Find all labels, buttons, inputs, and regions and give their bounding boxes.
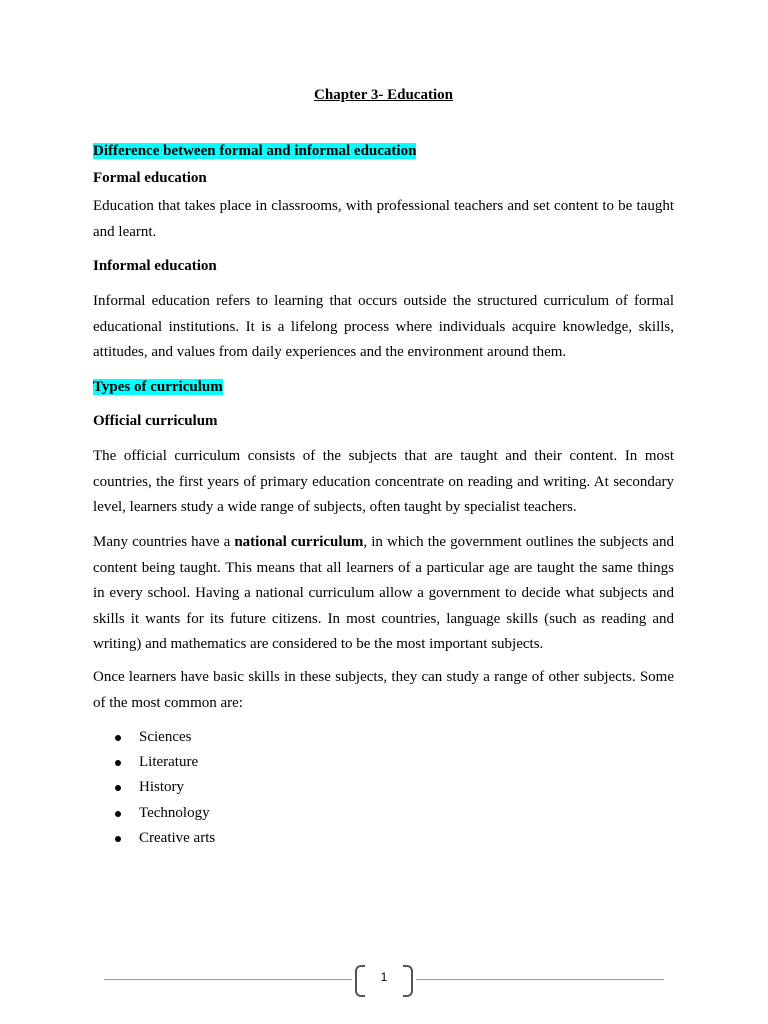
- types-heading: [93, 375, 674, 401]
- formal-heading: Formal education: [93, 170, 207, 186]
- footer-divider-left: [104, 979, 352, 980]
- subject-label: Creative arts: [139, 829, 216, 846]
- subject-label: Literature: [139, 754, 199, 771]
- official-text: The official curriculum consists of the subjects that are taught and their content. In most countries, the first years of primary education concentrate on reading and writing. At secondary level, learners study a wide range of subjects, often taught by specialist teachers.: [93, 448, 674, 515]
- footer-divider-right: [416, 979, 664, 980]
- left-brace-icon: [355, 965, 365, 997]
- national-text-post: , in which the government outlines the subjects and content being taught. This means that all learners of a particular age are taught the same things in every school. Having a national curriculum allow a government to decide what subjects and skills it wants for its future citizens. In most countries, language skills (such as reading and writing) and mathematics are considered to be the most important subjects.: [93, 534, 674, 652]
- national-text-pre: Many countries have a: [93, 534, 235, 550]
- national-paragraph: [93, 530, 674, 658]
- page-footer: [104, 965, 664, 995]
- formal-text: Education that takes place in classrooms, with professional teachers and set content to be taught and learnt.: [93, 198, 674, 240]
- list-item: [93, 801, 493, 826]
- national-curriculum-term: national curriculum: [234, 534, 364, 550]
- list-item: [93, 750, 493, 775]
- informal-text: Informal education refers to learning that occurs outside the structured curriculum of formal educational institutions. It is a lifelong process where individuals acquire knowledge, skills, attitudes, and values from daily experiences and the environment around them.: [93, 293, 674, 360]
- list-item: [93, 725, 493, 750]
- list-item: [93, 826, 493, 851]
- types-heading-highlight: Types of curriculum: [93, 379, 223, 395]
- informal-heading: Informal education: [93, 258, 217, 274]
- bullet-icon: [115, 760, 121, 766]
- subject-label: Technology: [139, 804, 210, 821]
- right-brace-icon: [403, 965, 413, 997]
- list-item: [93, 775, 493, 800]
- subjects-list: [93, 725, 493, 851]
- bullet-icon: [115, 811, 121, 817]
- subject-label: History: [139, 779, 184, 796]
- difference-heading-highlight: Difference between formal and informal education: [93, 143, 417, 159]
- bullet-icon: [115, 785, 121, 791]
- page-number: 1: [380, 970, 388, 984]
- subject-label: Sciences: [139, 729, 192, 745]
- chapter-title: Chapter 3- Education: [314, 87, 453, 103]
- once-text: Once learners have basic skills in these subjects, they can study a range of other subjects. Some of the most common are:: [93, 669, 674, 711]
- official-heading: Official curriculum: [93, 413, 218, 429]
- bullet-icon: [115, 836, 121, 842]
- bullet-icon: [115, 735, 121, 741]
- difference-heading: [93, 139, 674, 165]
